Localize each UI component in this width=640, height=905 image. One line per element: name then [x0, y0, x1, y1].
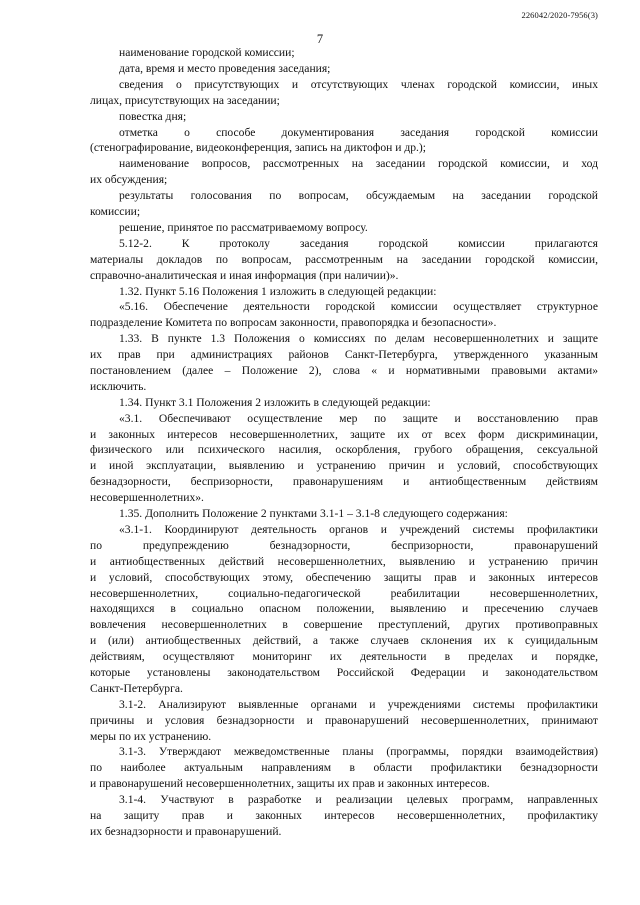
text-line: по наиболее актуальным направлениям в области профилактики безнадзорности: [90, 761, 598, 775]
text-line: 5.12-2. К протоколу заседания городской комиссии прилагаются: [119, 236, 598, 250]
text-line: и антиобщественных действий несовершеннолетних, выявлению и устранению причин: [90, 554, 598, 568]
text-line: их обсуждения;: [90, 173, 168, 187]
text-line: по предупреждению безнадзорности, беспризорности, правонарушений: [90, 538, 598, 552]
text-line: наименование городской комиссии;: [119, 46, 295, 59]
text-line: комиссии;: [90, 205, 141, 218]
text-line: Санкт-Петербурга.: [90, 681, 183, 695]
text-line: действиям, осуществляют мониторинг их деятельности в пределах и порядке,: [90, 650, 598, 664]
text-line: 3.1-4. Участвуют в разработке и реализации целевых программ, направленных: [119, 793, 598, 807]
text-line: и (или) антиобщественных действий, а также случаев склонения их к суицидальным: [90, 634, 598, 648]
text-line: 1.35. Дополнить Положение 2 пунктами 3.1-1 – 3.1-8 следующего содержания:: [119, 507, 508, 521]
text-line: лицах, присутствующих на заседании;: [90, 93, 280, 107]
text-line: их прав при администрациях районов Санкт-Петербурга, утвержденного указанным: [90, 348, 598, 362]
document-registration-number: 226042/2020-7956(3): [521, 10, 598, 20]
text-line: постановлением (далее – Положение 2), слова « и нормативными правовыми актами»: [90, 363, 598, 377]
text-line: безнадзорности, беспризорности, правонарушениям и антиобщественным действиям: [90, 475, 598, 489]
text-line: и законных интересов несовершеннолетних, защите их от всех форм дискриминации,: [90, 427, 598, 441]
text-line: 1.34. Пункт 3.1 Положения 2 изложить в следующей редакции:: [119, 395, 431, 409]
text-line: несовершеннолетних».: [90, 491, 204, 505]
text-line: и иной эксплуатации, выявлению и устранению причин и условий, способствующих: [90, 459, 598, 473]
text-line: 1.32. Пункт 5.16 Положения 1 изложить в следующей редакции:: [119, 284, 437, 298]
text-line: решение, принятое по рассматриваемому вопросу.: [119, 220, 368, 234]
text-line: справочно-аналитическая и иная информация (при наличии)».: [90, 268, 399, 282]
text-line: материалы докладов по вопросам, рассмотренным на заседании городской комиссии,: [90, 252, 598, 266]
text-line: «3.1-1. Координируют деятельность органов и учреждений системы профилактики: [119, 522, 598, 536]
text-line: 1.33. В пункте 1.3 Положения о комиссиях по делам несовершеннолетних и защите: [119, 332, 598, 346]
text-line: несовершеннолетних, социально-педагогической реабилитации несовершеннолетних,: [90, 586, 598, 600]
text-line: меры по их устранению.: [90, 729, 212, 743]
text-line: «3.1. Обеспечивают осуществление мер по защите и восстановлению прав: [119, 411, 598, 425]
page-number: 7: [316, 32, 324, 46]
text-line: результаты голосования по вопросам, обсуждаемым на заседании городской: [119, 189, 598, 203]
text-line: и правонарушений несовершеннолетних, защиты их прав и законных интересов.: [90, 777, 490, 791]
text-line: наименование вопросов, рассмотренных на заседании городской комиссии, и ход: [119, 157, 598, 171]
text-line: отметка о способе документирования заседания городской комиссии: [119, 125, 598, 139]
text-line: подразделение Комитета по вопросам законности, правопорядка и безопасности».: [90, 316, 497, 330]
document-body: [90, 45, 598, 840]
text-line: причины и условия безнадзорности и правонарушений несовершеннолетних, принимают: [90, 713, 598, 727]
text-line: повестка дня;: [119, 109, 187, 123]
text-line: «5.16. Обеспечение деятельности городской комиссии осуществляет структурное: [119, 300, 598, 314]
text-line: 3.1-2. Анализируют выявленные органами и учреждениями системы профилактики: [119, 697, 598, 711]
text-line: исключить.: [90, 379, 147, 393]
text-line: их безнадзорности и правонарушений.: [90, 824, 282, 838]
text-line: сведения о присутствующих и отсутствующих членах городской комиссии, иных: [119, 77, 598, 91]
text-line: на защиту прав и законных интересов несовершеннолетних, профилактику: [90, 809, 598, 823]
text-line: физического или психического насилия, оскорбления, грубого обращения, сексуальной: [90, 443, 598, 457]
text-line: (стенографирование, видеоконференция, запись на диктофон и др.);: [90, 141, 427, 155]
text-line: которые установлены законодательством Российской Федерации и законодательством: [90, 665, 598, 679]
text-line: 3.1-3. Утверждают межведомственные планы (программы, порядки взаимодействия): [119, 745, 598, 759]
text-line: вовлечения несовершеннолетних в совершение преступлений, других противоправных: [90, 618, 598, 632]
text-line: дата, время и место проведения заседания;: [119, 61, 331, 75]
text-line: находящихся в социально опасном положении, выявлению и пресечению случаев: [90, 602, 598, 616]
text-line: и условий, способствующих этому, обеспечению защиты прав и законных интересов: [90, 570, 598, 584]
